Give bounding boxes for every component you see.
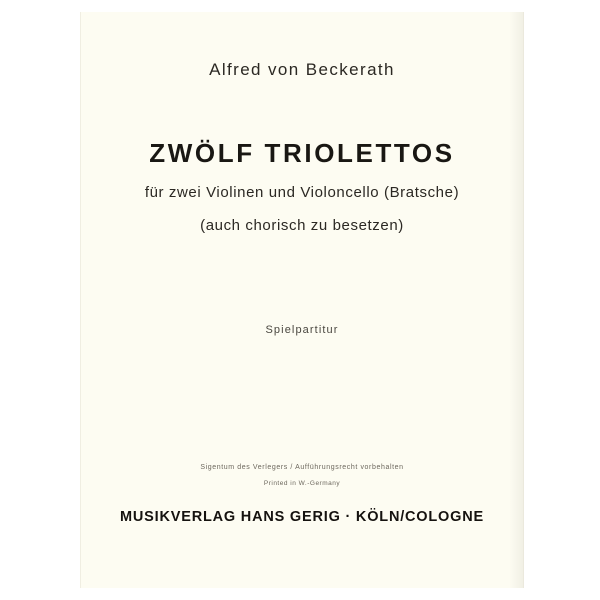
copyright-notice-line-1: Sigentum des Verlegers / Aufführungsrecht vorbehalten (200, 464, 404, 471)
publisher-imprint: MUSIKVERLAG HANS GERIG · KÖLN/COLOGNE (120, 509, 484, 525)
page-title: ZWÖLF TRIOLETTOS (149, 138, 455, 168)
score-type-label: Spielpartitur (265, 324, 339, 336)
instrumentation-line: für zwei Violinen und Violoncello (Bratsche) (144, 184, 460, 201)
copyright-notice-line-2: Printed in W.-Germany (263, 480, 341, 487)
sheet-music-cover (80, 12, 524, 588)
composer-name: Alfred von Beckerath (209, 60, 395, 79)
instrumentation-note: (auch chorisch zu besetzen) (200, 217, 404, 234)
